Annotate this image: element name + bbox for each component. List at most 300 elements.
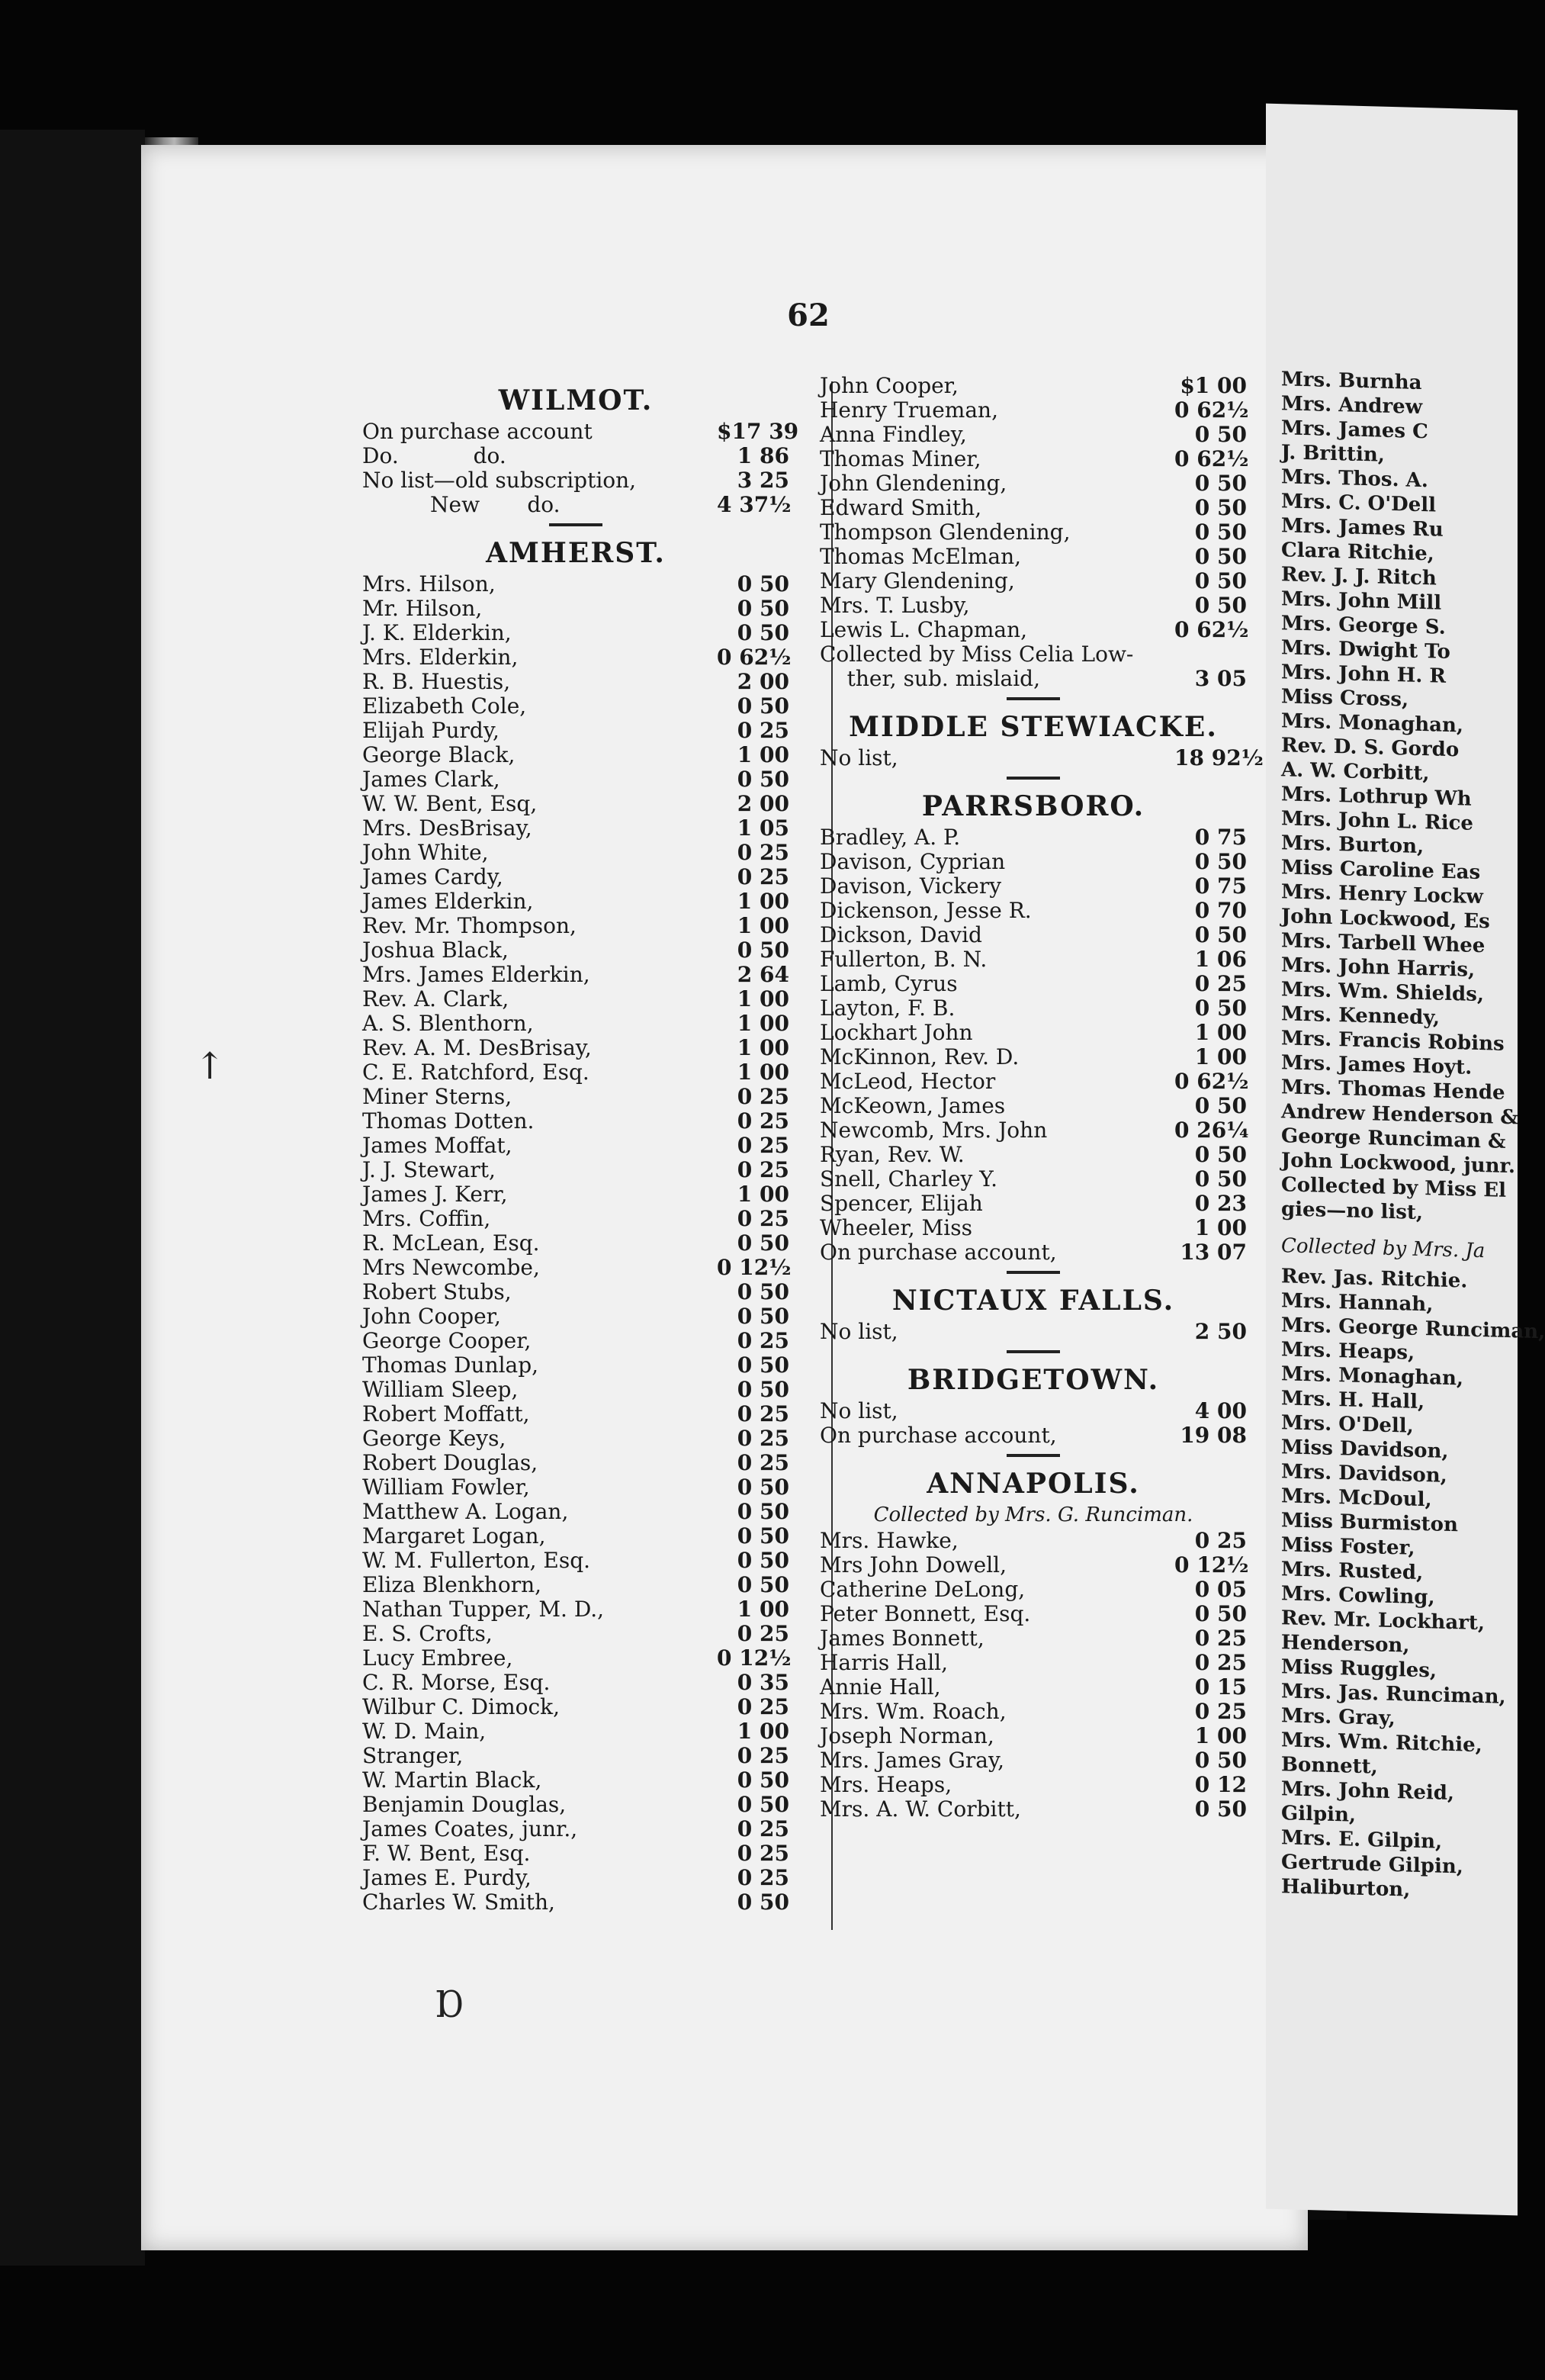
subscription-amount: 0 50 xyxy=(737,1475,789,1500)
subscription-amount: 0 50 xyxy=(737,1792,789,1817)
section-heading: MIDDLE STEWIACKE. xyxy=(849,711,1218,743)
subscription-amount: 2 64 xyxy=(737,962,789,987)
next-page-line: Mrs. Henry Lockw xyxy=(1281,880,1483,909)
ledger-row xyxy=(820,374,1247,398)
next-page-line: Mrs. George Runciman, xyxy=(1281,1314,1545,1344)
next-page-line: Rev. J. J. Ritch xyxy=(1281,563,1437,590)
subscription-amount: 0 25 xyxy=(737,1133,789,1158)
ledger-row xyxy=(820,1069,1247,1094)
subscriber-name: Thomas Dotten. xyxy=(362,1108,535,1134)
subscription-amount: 0 50 xyxy=(1194,1166,1247,1192)
subscription-amount: 0 25 xyxy=(737,1865,789,1890)
subscriber-name: William Fowler, xyxy=(362,1475,530,1500)
subscriber-name: F. W. Bent, Esq. xyxy=(362,1841,531,1866)
next-page-line: Mrs. Francis Robins xyxy=(1281,1027,1505,1056)
ledger-row xyxy=(820,1320,1247,1344)
subscriber-name: Harris Hall, xyxy=(820,1650,949,1675)
ledger-row xyxy=(362,1793,789,1817)
next-page-line: Mrs. Dwight To xyxy=(1281,636,1450,664)
subscriber-name: Elijah Purdy, xyxy=(362,718,499,743)
ledger-row xyxy=(820,1399,1247,1423)
top-margin xyxy=(1281,104,1525,373)
ledger-row xyxy=(362,987,789,1011)
handwritten-arrow-mark: ↑ xyxy=(194,1045,226,1088)
subscriber-name: Dickson, David xyxy=(820,922,982,947)
subscription-amount: 4 00 xyxy=(1194,1398,1247,1423)
subscriber-name: Joseph Norman, xyxy=(820,1723,994,1748)
subscriber-name: Thompson Glendening, xyxy=(820,519,1071,545)
ledger-row xyxy=(820,899,1247,923)
ledger-row xyxy=(362,1280,789,1304)
subscription-amount: 0 50 xyxy=(1194,1796,1247,1822)
ledger-row xyxy=(362,914,789,938)
subscriber-name: Do. do. xyxy=(362,443,506,468)
subscription-amount xyxy=(1174,642,1247,667)
subscriber-name: Mrs. A. W. Corbitt, xyxy=(820,1796,1021,1822)
ledger-row xyxy=(362,1475,789,1500)
subscription-amount: 18 92½ xyxy=(1174,745,1264,770)
next-page-line: Rev. D. S. Gordo xyxy=(1281,734,1460,762)
section-heading: BRIDGETOWN. xyxy=(907,1364,1160,1396)
subscriber-name: Edward Smith, xyxy=(820,495,982,520)
subscriber-name: Anna Findley, xyxy=(820,422,967,447)
ledger-row xyxy=(362,492,792,517)
ledger-row xyxy=(820,1216,1247,1240)
subscription-amount: 0 50 xyxy=(1194,1601,1247,1626)
subscriber-name: Charles W. Smith, xyxy=(362,1890,555,1915)
subscription-amount: 0 50 xyxy=(1194,1093,1247,1118)
ledger-row xyxy=(362,1207,789,1231)
subscriber-name: Mrs. T. Lusby, xyxy=(820,593,970,618)
ledger-row xyxy=(362,1402,789,1426)
subscriber-name: C. E. Ratchford, Esq. xyxy=(362,1060,589,1085)
subscription-amount: 0 25 xyxy=(737,1108,789,1134)
ledger-row xyxy=(362,1134,789,1158)
subscription-amount: 0 12 xyxy=(1194,1772,1247,1797)
ledger-row xyxy=(820,1240,1247,1265)
subscriber-name: James Clark, xyxy=(362,767,500,792)
subscription-amount: 0 50 xyxy=(737,1890,789,1915)
subscription-amount: 0 12½ xyxy=(1174,1552,1249,1578)
ledger-row xyxy=(362,1645,792,1671)
subscriber-name: ther, sub. mislaid, xyxy=(820,666,1040,691)
subscriber-name: Davison, Cyprian xyxy=(820,849,1006,874)
subscription-amount: 0 75 xyxy=(1194,873,1247,899)
subscriber-name: Mrs. DesBrisay, xyxy=(362,815,532,841)
ledger-row xyxy=(820,923,1247,947)
ledger-row xyxy=(820,423,1247,447)
subscription-amount: 1 00 xyxy=(737,913,789,938)
subscriber-name: Rev. A. Clark, xyxy=(362,986,509,1011)
subscriber-name: Annie Hall, xyxy=(820,1674,941,1700)
ledger-row xyxy=(362,1744,789,1768)
next-page-line: Mrs. James C xyxy=(1281,416,1428,444)
ledger-row xyxy=(820,1167,1247,1192)
subscription-amount: 0 25 xyxy=(737,1694,789,1719)
subscriber-name: Mrs. Hilson, xyxy=(362,571,496,597)
subscriber-name: R. McLean, Esq. xyxy=(362,1230,540,1256)
ledger-row xyxy=(820,1553,1247,1578)
subscription-amount: 2 50 xyxy=(1194,1319,1247,1344)
ledger-row xyxy=(362,694,789,719)
next-page-line: Mrs. John L. Rice xyxy=(1281,807,1473,835)
next-page-line: Rev. Mr. Lockhart, xyxy=(1281,1606,1485,1635)
subscriber-name: John Glendening, xyxy=(820,471,1007,496)
ledger-row xyxy=(820,1143,1247,1167)
next-page-line: Mrs. John Mill xyxy=(1281,587,1442,615)
next-page-line: John Lockwood, Es xyxy=(1281,905,1490,934)
subscriber-name: Bradley, A. P. xyxy=(820,825,961,850)
subscriber-name: James Cardy, xyxy=(362,864,503,889)
subscription-amount: 1 00 xyxy=(1194,1044,1247,1069)
ledger-row xyxy=(820,947,1247,972)
subscription-amount: $17 39 xyxy=(717,419,799,444)
section-rule xyxy=(1007,1350,1060,1353)
next-page-line: John Lockwood, junr. xyxy=(1281,1149,1515,1179)
next-page-line: Mrs. McDoul, xyxy=(1281,1484,1432,1512)
subscription-amount: 1 00 xyxy=(737,1060,789,1085)
ledger-row xyxy=(820,569,1247,593)
ledger-row xyxy=(820,1021,1247,1045)
ledger-row xyxy=(362,1231,789,1256)
ledger-row xyxy=(820,874,1247,899)
subscription-amount: 0 50 xyxy=(737,767,789,792)
subscriber-name: R. B. Huestis, xyxy=(362,669,511,694)
subscription-amount: 0 25 xyxy=(737,1157,789,1182)
subscriber-name: Robert Moffatt, xyxy=(362,1401,530,1426)
next-page-line: Mrs. Kennedy, xyxy=(1281,1002,1440,1030)
subscription-amount: 13 07 xyxy=(1180,1240,1247,1265)
subscriber-name: Mrs. Coffin, xyxy=(362,1206,491,1231)
subscription-amount: 0 62½ xyxy=(1174,617,1249,642)
subscriber-name: No list, xyxy=(820,745,898,770)
subscription-amount: 0 50 xyxy=(737,571,789,597)
subscriber-name: No list, xyxy=(820,1398,898,1423)
subscriber-name: No list—old subscription, xyxy=(362,468,637,493)
section-rule xyxy=(549,523,602,526)
ledger-row xyxy=(362,1085,789,1109)
next-page-line: Mrs. Monaghan, xyxy=(1281,1362,1463,1391)
ledger-row xyxy=(362,1451,789,1475)
subscription-amount: 0 05 xyxy=(1194,1577,1247,1602)
subscriber-name: James J. Kerr, xyxy=(362,1182,508,1207)
subscription-amount: 0 25 xyxy=(737,1621,789,1646)
ledger-row xyxy=(820,1748,1247,1773)
subscriber-name: James E. Purdy, xyxy=(362,1865,532,1890)
next-page-line: Miss Foster, xyxy=(1281,1533,1415,1560)
subscriber-name: Mr. Hilson, xyxy=(362,596,483,621)
subscription-amount: 0 50 xyxy=(1194,519,1247,545)
left-column xyxy=(362,381,799,1915)
subscription-amount: 0 50 xyxy=(1194,922,1247,947)
subscriber-name: Wilbur C. Dimock, xyxy=(362,1694,561,1719)
ledger-row xyxy=(362,792,789,816)
next-page-line: Miss Davidson, xyxy=(1281,1436,1449,1463)
next-page-line: Mrs. James Ru xyxy=(1281,514,1444,542)
subscriber-name: No list, xyxy=(820,1319,898,1344)
next-page-line: Mrs. Heaps, xyxy=(1281,1338,1415,1365)
subscription-amount: 0 50 xyxy=(737,1352,789,1378)
subscription-amount: 3 25 xyxy=(737,468,789,493)
next-page-line: Mrs. Burnha xyxy=(1281,368,1422,395)
next-page-line: Mrs. Tarbell Whee xyxy=(1281,929,1486,958)
section-heading: ANNAPOLIS. xyxy=(927,1468,1140,1500)
ledger-row xyxy=(362,1353,789,1378)
subscription-amount: 0 50 xyxy=(737,620,789,645)
subscription-amount: 0 50 xyxy=(737,1304,789,1329)
subscriber-name: James Coates, junr., xyxy=(362,1816,578,1841)
next-page-line: Mrs. Thomas Hende xyxy=(1281,1076,1505,1105)
subscriber-name: Thomas McElman, xyxy=(820,544,1022,569)
subscription-amount: 1 00 xyxy=(737,1035,789,1060)
subscriber-name: Spencer, Elijah xyxy=(820,1191,983,1216)
next-page-line: Clara Ritchie, xyxy=(1281,539,1434,566)
subscription-amount: 0 25 xyxy=(737,1426,789,1451)
next-page-line: Mrs. Rusted, xyxy=(1281,1558,1424,1585)
subscriber-name: Mrs. Hawke, xyxy=(820,1528,959,1553)
subscriber-name: Lucy Embree, xyxy=(362,1645,513,1671)
subscriber-name: Peter Bonnett, Esq. xyxy=(820,1601,1031,1626)
subscription-amount: 0 50 xyxy=(1194,995,1247,1021)
next-page-line: Andrew Henderson & xyxy=(1281,1100,1518,1130)
subscription-amount: 0 50 xyxy=(1194,568,1247,593)
subscriber-name: Mrs. James Elderkin, xyxy=(362,962,590,987)
subscription-amount: 0 12½ xyxy=(717,1255,792,1280)
subscriber-name: Newcomb, Mrs. John xyxy=(820,1118,1048,1143)
subscription-amount: 0 50 xyxy=(737,1572,789,1597)
ledger-row xyxy=(820,447,1247,471)
subscriber-name: W. M. Fullerton, Esq. xyxy=(362,1548,591,1573)
subscriber-name: Wheeler, Miss xyxy=(820,1215,972,1240)
subscription-amount: 0 62½ xyxy=(1174,397,1249,423)
subscriber-name: Layton, F. B. xyxy=(820,995,956,1021)
subscription-amount: 0 50 xyxy=(1194,544,1247,569)
right-column xyxy=(820,373,1264,1822)
subscription-amount: 1 00 xyxy=(1194,1723,1247,1748)
section-heading: PARRSBORO. xyxy=(921,790,1145,822)
subscription-amount: 0 50 xyxy=(1194,593,1247,618)
ledger-row xyxy=(362,1304,789,1329)
subscription-amount: 0 25 xyxy=(1194,1528,1247,1553)
subscriber-name: On purchase account, xyxy=(820,1423,1057,1448)
ledger-row xyxy=(362,1549,789,1573)
ledger-row xyxy=(362,1524,789,1549)
subscription-amount: 0 50 xyxy=(737,1548,789,1573)
subscriber-name: On purchase account, xyxy=(820,1240,1057,1265)
next-page-line: A. W. Corbitt, xyxy=(1281,758,1430,786)
ledger-row xyxy=(362,1060,789,1085)
next-page-line: Mrs. H. Hall, xyxy=(1281,1387,1425,1414)
next-page-line: Mrs. Burton, xyxy=(1281,831,1425,859)
subscription-amount: 1 05 xyxy=(737,815,789,841)
subscription-amount: 0 50 xyxy=(1194,849,1247,874)
subscription-amount: 0 50 xyxy=(1194,495,1247,520)
ledger-row xyxy=(362,1011,789,1036)
subscriber-name: George Keys, xyxy=(362,1426,506,1451)
subscriber-name: Stranger, xyxy=(362,1743,464,1768)
ledger-row xyxy=(820,1700,1247,1724)
subscription-amount: 1 00 xyxy=(737,1182,789,1207)
subscriber-name: Robert Douglas, xyxy=(362,1450,538,1475)
subscriber-name: Davison, Vickery xyxy=(820,873,1002,899)
subscriber-name: W. W. Bent, Esq, xyxy=(362,791,538,816)
subscriber-name: John Cooper, xyxy=(820,373,959,398)
ledger-row xyxy=(820,745,1264,770)
subscriber-name: Lockhart John xyxy=(820,1020,973,1045)
ledger-row xyxy=(820,1045,1247,1069)
section-rule xyxy=(1007,697,1060,700)
ledger-row xyxy=(362,1695,789,1719)
subscription-amount: 0 50 xyxy=(1194,1748,1247,1773)
section-heading: NICTAUX FALLS. xyxy=(891,1285,1175,1317)
ledger-row xyxy=(820,1651,1247,1675)
subscription-amount: 2 00 xyxy=(737,669,789,694)
subscription-amount: 0 50 xyxy=(737,1279,789,1304)
subscriber-name: George Cooper, xyxy=(362,1328,532,1353)
subscriber-name: John Cooper, xyxy=(362,1304,501,1329)
subscriber-name: Matthew A. Logan, xyxy=(362,1499,569,1524)
next-page-line: Mrs. C. O'Dell xyxy=(1281,490,1437,517)
ledger-row xyxy=(820,1529,1247,1553)
subscriber-name: McKinnon, Rev. D. xyxy=(820,1044,1020,1069)
subscription-amount: 0 25 xyxy=(737,1328,789,1353)
subscriber-name: Margaret Logan, xyxy=(362,1523,546,1549)
ledger-row xyxy=(820,618,1247,642)
subscriber-name: Mrs Newcombe, xyxy=(362,1255,540,1280)
subscriber-name: Catherine DeLong, xyxy=(820,1577,1026,1602)
page-number: 62 xyxy=(787,298,830,333)
ledger-row xyxy=(362,419,799,444)
subscription-amount: 0 50 xyxy=(737,1523,789,1549)
subscription-amount: 1 00 xyxy=(737,1011,789,1036)
subscription-amount: 3 05 xyxy=(1194,666,1247,691)
subscriber-name: McLeod, Hector xyxy=(820,1069,996,1094)
subscription-amount: 1 00 xyxy=(1194,1020,1247,1045)
next-page-line: Collected by Miss El xyxy=(1281,1173,1506,1202)
subscription-amount: 0 15 xyxy=(1194,1674,1247,1700)
ledger-row xyxy=(362,767,789,792)
next-page-line: Gertrude Gilpin, xyxy=(1281,1851,1463,1879)
section-rule xyxy=(1007,1271,1060,1274)
subscriber-name: J. K. Elderkin, xyxy=(362,620,512,645)
subscriber-name: Henry Trueman, xyxy=(820,397,998,423)
ledger-row xyxy=(362,670,789,694)
next-page-line: Mrs. E. Gilpin, xyxy=(1281,1826,1443,1854)
next-page-line: Mrs. Gray, xyxy=(1281,1704,1396,1731)
next-page-line: Gilpin, xyxy=(1281,1802,1356,1827)
subscription-amount: 0 25 xyxy=(737,1841,789,1866)
next-page-line: Mrs. James Hoyt. xyxy=(1281,1051,1473,1079)
subscriber-name: Miner Sterns, xyxy=(362,1084,512,1109)
subscription-amount: 19 08 xyxy=(1180,1423,1247,1448)
ledger-row xyxy=(362,1426,789,1451)
book-spine xyxy=(0,130,145,2266)
ledger-row xyxy=(362,1109,789,1134)
subscriber-name: James Bonnett, xyxy=(820,1626,984,1651)
subscription-amount: 0 50 xyxy=(737,938,789,963)
subscription-amount: 1 00 xyxy=(737,1597,789,1622)
next-page-line: Mrs. Wm. Shields, xyxy=(1281,978,1484,1007)
next-page-line: Mrs. Lothrup Wh xyxy=(1281,783,1472,811)
ledger-row xyxy=(820,850,1247,874)
subscriber-name: Mrs. James Gray, xyxy=(820,1748,1004,1773)
ledger-row xyxy=(362,889,789,914)
ledger-row xyxy=(362,597,789,621)
subscription-amount: 0 50 xyxy=(737,1767,789,1793)
subscription-amount: 0 50 xyxy=(737,1230,789,1256)
next-page-line: Rev. Jas. Ritchie. xyxy=(1281,1265,1468,1293)
ledger-row xyxy=(362,1866,789,1890)
ledger-row xyxy=(820,642,1247,667)
subscription-amount: 0 23 xyxy=(1194,1191,1247,1216)
ledger-row xyxy=(820,825,1247,850)
subscription-amount: 0 50 xyxy=(737,1499,789,1524)
subscriber-name: J. J. Stewart, xyxy=(362,1157,496,1182)
ledger-row xyxy=(362,1719,789,1744)
ledger-row xyxy=(362,1158,789,1182)
subscriber-name: Mrs. Elderkin, xyxy=(362,645,519,670)
ledger-row xyxy=(362,621,789,645)
subscription-amount: 1 00 xyxy=(737,1719,789,1744)
next-page-line: Miss Burmiston xyxy=(1281,1509,1458,1537)
subscription-amount: 0 25 xyxy=(737,864,789,889)
subscription-amount: 0 25 xyxy=(737,718,789,743)
subscriber-name: George Black, xyxy=(362,742,516,767)
ledger-row xyxy=(362,1182,789,1207)
subscriber-name: C. R. Morse, Esq. xyxy=(362,1670,551,1695)
ledger-row xyxy=(820,1602,1247,1626)
next-page-line: Mrs. Wm. Ritchie, xyxy=(1281,1729,1482,1758)
ledger-row xyxy=(820,471,1247,496)
ledger-row xyxy=(820,1797,1247,1822)
subscriber-name: Collected by Miss Celia Low- xyxy=(820,642,1134,667)
ledger-row xyxy=(820,1724,1247,1748)
next-page-line: Miss Caroline Eas xyxy=(1281,856,1481,885)
subscription-amount: 1 86 xyxy=(737,443,789,468)
ledger-row xyxy=(362,1841,789,1866)
ledger-row xyxy=(362,1036,789,1060)
ledger-row xyxy=(362,572,789,597)
ledger-row xyxy=(820,667,1247,691)
next-page-column xyxy=(1281,104,1545,1905)
ledger-row xyxy=(362,1329,789,1353)
next-page-line: Bonnett, xyxy=(1281,1753,1378,1779)
subscription-amount: 0 62½ xyxy=(1174,446,1249,471)
section-note: Collected by Mrs. G. Runciman. xyxy=(873,1504,1193,1526)
subscriber-name: Snell, Charley Y. xyxy=(820,1166,998,1192)
subscription-amount: 0 25 xyxy=(1194,1699,1247,1724)
subscriber-name: Robert Stubs, xyxy=(362,1279,512,1304)
subscriber-name: Nathan Tupper, M. D., xyxy=(362,1597,605,1622)
next-page-line: Mrs. Cowling, xyxy=(1281,1582,1435,1610)
ledger-row xyxy=(820,1626,1247,1651)
section-rule xyxy=(1007,777,1060,780)
subscriber-name: Lewis L. Chapman, xyxy=(820,617,1028,642)
subscription-amount: 0 62½ xyxy=(717,645,792,670)
subscription-amount: 0 25 xyxy=(1194,1650,1247,1675)
subscription-amount: 0 25 xyxy=(1194,971,1247,996)
subscriber-name: W. Martin Black, xyxy=(362,1767,542,1793)
handwritten-scribble-mark: Ɒ xyxy=(435,1983,464,2026)
subscriber-name: E. S. Crofts, xyxy=(362,1621,493,1646)
subscription-amount: 1 00 xyxy=(1194,1215,1247,1240)
subscriber-name: Mrs John Dowell, xyxy=(820,1552,1007,1578)
subscriber-name: Mrs. Heaps, xyxy=(820,1772,952,1797)
subscription-amount: 0 50 xyxy=(1194,422,1247,447)
subscription-amount: 2 00 xyxy=(737,791,789,816)
subscriber-name: Lamb, Cyrus xyxy=(820,971,958,996)
subscription-amount: 0 70 xyxy=(1194,898,1247,923)
